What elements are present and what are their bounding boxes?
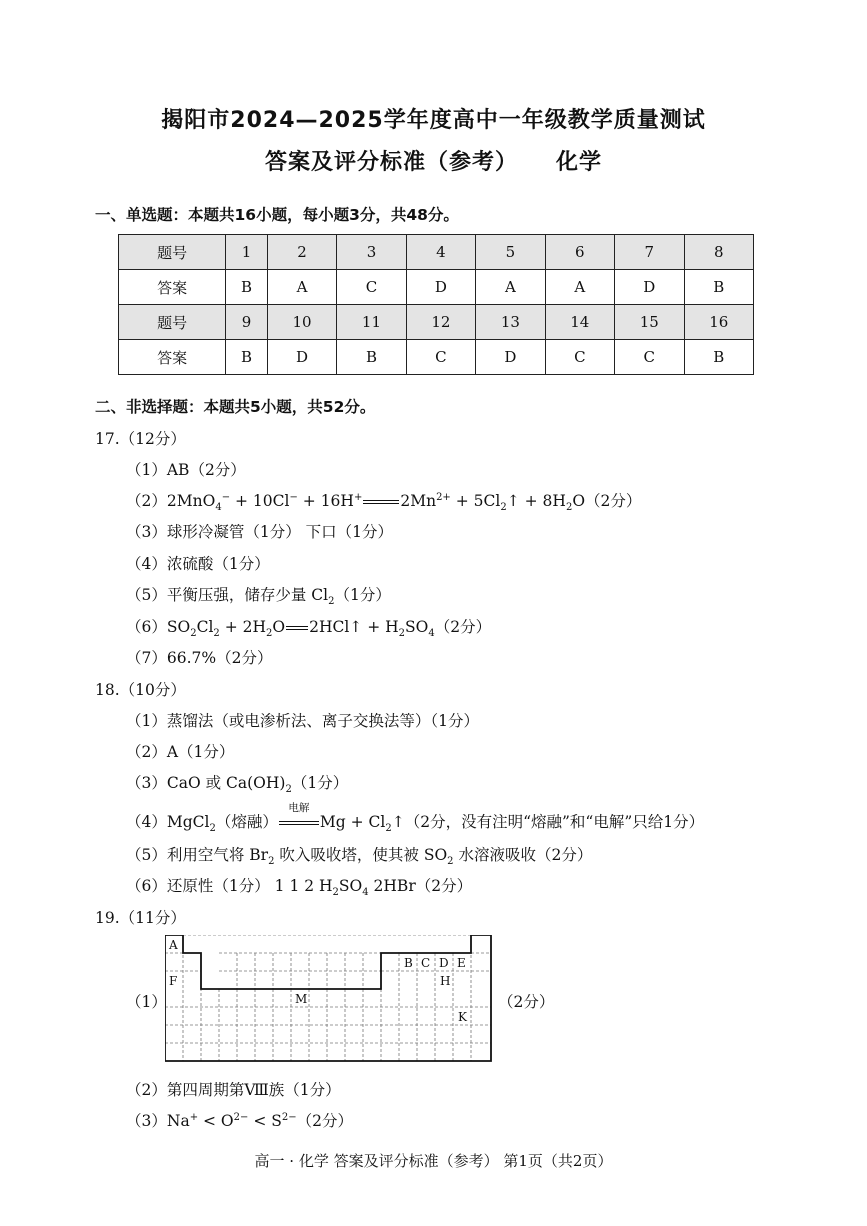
q18-part1: （1）蒸馏法（或电渗析法、离子交换法等）（1分）: [126, 712, 479, 730]
q19-heading: 19.（11分）: [95, 909, 186, 927]
table-cell: 8: [684, 235, 754, 270]
q19-part1-label: （1）: [126, 993, 167, 1011]
q18-part4-note: （2分，没有注明“熔融”和“电解”只给1分）: [404, 813, 705, 831]
section1-heading: 一、单选题：本题共16小题，每小题3分，共48分。: [95, 206, 459, 224]
q18-part4: （4）MgCl$_2$（熔融） 电解 $Mg + Cl_2↑(2$分，没有注明“熔融”和“电解”只给1分）: [126, 802, 705, 835]
table-cell: 6: [545, 235, 614, 270]
subscript: 2: [285, 784, 292, 796]
q19-part2: （2）第四周期第Ⅷ族（1分）: [126, 1081, 341, 1099]
electrolysis-arrow: [278, 802, 320, 831]
q19-part3-label: （3）: [126, 1112, 167, 1130]
row-label: 题号: [119, 235, 226, 270]
table-cell: 14: [545, 305, 614, 340]
q17-part7: （7）66.7%（2分）: [126, 649, 273, 667]
element-f: F: [169, 974, 178, 988]
element-c: C: [421, 956, 431, 970]
table-cell: 5: [476, 235, 545, 270]
table-cell: B: [226, 340, 268, 375]
subscript: 2: [447, 856, 454, 868]
table-cell: 15: [615, 305, 684, 340]
table-row: [119, 340, 754, 375]
table-cell: A: [476, 270, 545, 305]
table-cell: B: [337, 340, 406, 375]
table-cell: C: [545, 340, 614, 375]
table-cell: B: [684, 340, 754, 375]
table-cell: D: [406, 270, 475, 305]
table-cell: 10: [267, 305, 336, 340]
q18-part5-text-a: （5）利用空气将 Br: [126, 846, 269, 864]
table-cell: 12: [406, 305, 475, 340]
table-cell: B: [226, 270, 268, 305]
q18-part2: （2）A（1分）: [126, 743, 235, 761]
subtitle-main: 答案及评分标准（参考）: [264, 150, 518, 175]
table-cell: 13: [476, 305, 545, 340]
table-cell: C: [615, 340, 684, 375]
q17-part2: （2）2MnO$_4$− + 10Cl− + 16H+ $2Mn^{2+}$ + $5Cl_2↑ + 8H_2O(2$分）: [126, 491, 642, 514]
q18-part6-text-a: （6）还原性（1分） 1 1 2 H: [126, 877, 333, 895]
table-row: [119, 305, 754, 340]
table-cell: D: [267, 340, 336, 375]
table-cell: 3: [337, 235, 406, 270]
subscript: 2: [328, 596, 335, 608]
q19-part3-score: （2分）: [296, 1112, 353, 1130]
q17-heading: 17.（12分）: [95, 430, 186, 448]
element-d: D: [439, 956, 449, 970]
q17-part4: （4）浓硫酸（1分）: [126, 555, 270, 573]
q19-part1-score: （2分）: [498, 993, 555, 1011]
reaction-condition: 电解: [288, 802, 310, 814]
element-k: K: [458, 1010, 467, 1024]
table-cell: D: [476, 340, 545, 375]
table-cell: 4: [406, 235, 475, 270]
table-cell: A: [267, 270, 336, 305]
subtitle-subject: 化学: [556, 150, 603, 175]
q18-heading: 18.（10分）: [95, 681, 186, 699]
q18-part5-text-b: 吹入吸收塔，使其被 SO: [274, 846, 448, 864]
q18-part3-score: （1分）: [291, 774, 349, 792]
equals-sign: [286, 626, 308, 630]
q18-part6-text-b: SO: [338, 877, 363, 895]
table-cell: D: [615, 270, 684, 305]
q17-part5-text: （5）平衡压强，储存少量 Cl: [126, 586, 329, 604]
q18-part3-text: （3）CaO 或 Ca(OH): [126, 774, 286, 792]
table-row: [119, 270, 754, 305]
row-label: 答案: [119, 340, 226, 375]
page-subtitle: [0, 145, 867, 176]
q17-part6: $(6)SO_2Cl_2 + 2H_2O$ 2HCl↑ + $H_2SO_4(2$分）: [126, 618, 492, 640]
row-label: 题号: [119, 305, 226, 340]
page-footer: 高一 · 化学 答案及评分标准（参考） 第1页（共2页）: [254, 1152, 613, 1170]
table-cell: A: [545, 270, 614, 305]
table-cell: 1: [226, 235, 268, 270]
q17-part5-score: （1分）: [334, 586, 391, 604]
q19-part3: $(3)Na^+ < O^{2-} < S^{2-}(2$分）: [126, 1111, 353, 1130]
q17-part2-score: （2分）: [585, 492, 642, 510]
subscript: 4: [362, 887, 369, 899]
table-cell: B: [684, 270, 754, 305]
table-cell: 9: [226, 305, 268, 340]
periodic-table-diagram: [165, 935, 493, 1063]
q18-part5-text-c: 水溶液吸收（2分）: [453, 846, 593, 864]
section2-heading: 二、非选择题：本题共5小题，共52分。: [95, 398, 376, 416]
table-cell: 16: [684, 305, 754, 340]
element-a: A: [169, 938, 178, 952]
element-b: B: [404, 956, 413, 970]
q17-part1: （1）AB（2分）: [126, 461, 246, 479]
q17-part3: （3）球形冷凝管（1分） 下口（1分）: [126, 523, 394, 541]
page-title: 揭阳市2024—2025学年度高中一年级教学质量测试: [161, 108, 706, 133]
subscript: 2: [268, 856, 275, 868]
table-cell: C: [337, 270, 406, 305]
q17-part6-score: （2分）: [434, 618, 492, 636]
table-row: [119, 235, 754, 270]
table-cell: 7: [615, 235, 684, 270]
table-cell: C: [406, 340, 475, 375]
table-cell: 11: [337, 305, 406, 340]
q18-part4-label: （4）: [126, 813, 167, 831]
element-m: M: [295, 992, 308, 1006]
row-label: 答案: [119, 270, 226, 305]
answer-table: [118, 234, 754, 375]
q17-part5: [126, 583, 391, 607]
element-e: E: [457, 956, 466, 970]
q18-part3: [126, 771, 348, 795]
equals-sign: [363, 500, 399, 504]
q18-part6: [126, 874, 472, 898]
element-h: H: [440, 974, 451, 988]
q18-part6-text-c: 2HBr（2分）: [368, 877, 473, 895]
table-cell: 2: [267, 235, 336, 270]
q17-part6-label: （6）: [126, 618, 167, 636]
q18-part5: [126, 843, 592, 867]
subscript: 2: [332, 887, 339, 899]
q17-part2-label: （2）: [126, 492, 167, 510]
